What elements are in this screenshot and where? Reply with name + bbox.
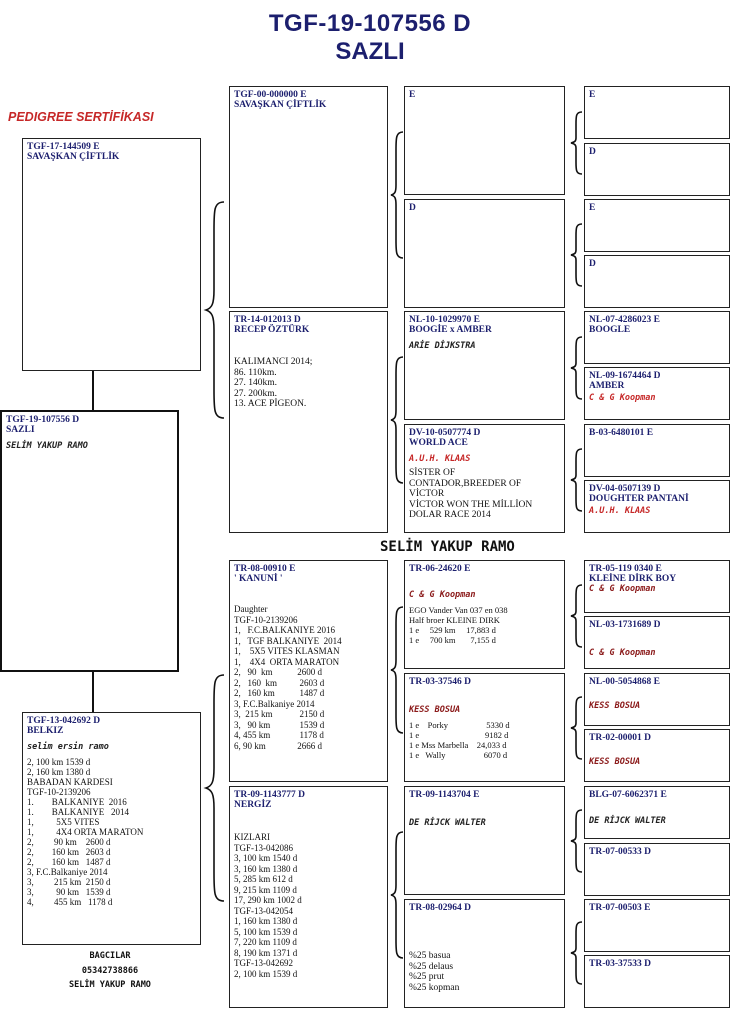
breeder-name: A.U.H. KLAAS	[589, 506, 651, 516]
dam-breeder: selim ersin ramo	[27, 742, 109, 752]
gen4-box-2	[584, 143, 730, 196]
ring-number: BLG-07-6062371 E	[589, 790, 667, 800]
pigeon-name: BOOGİE x AMBER	[409, 325, 492, 335]
gen4-box-3	[584, 199, 730, 252]
header-ring-number: TGF-19-107556 D	[268, 10, 472, 37]
gen4-box-11	[584, 673, 730, 726]
ring-number: TR-08-02964 D	[409, 903, 472, 913]
gen4-box-16	[584, 955, 730, 1008]
brace-g3-4	[388, 830, 408, 960]
dam-card	[22, 712, 201, 945]
ring-number: TR-02-00001 D	[589, 733, 652, 743]
gen3-box-8	[404, 899, 565, 1008]
gen4-box-15	[584, 899, 730, 952]
gen4-box-8	[584, 480, 730, 533]
brace-g4-4	[568, 447, 586, 513]
gen4-box-6	[584, 367, 730, 420]
pedigree-notes: 1 e Porky 5330 d 1 e 9182 d 1 e Mss Marbella 24,033 d 1 e Wally 6070 d	[409, 720, 510, 760]
pigeon-name: KLEİNE DİRK BOY	[589, 574, 677, 584]
subject-ring: TGF-19-107556 D	[6, 415, 80, 425]
footer-owner: SELİM YAKUP RAMO	[69, 980, 151, 990]
footer-place: BAGCILAR	[89, 951, 131, 961]
breeder-name: C & G Koopman	[589, 393, 656, 403]
ring-number: D	[589, 259, 596, 269]
pigeon-name: BOOGLE	[589, 325, 631, 335]
sire-ring: TGF-17-144509 E	[27, 142, 100, 152]
ring-number: TR-06-24620 E	[409, 564, 471, 574]
dam-name: BELKIZ	[27, 726, 64, 736]
ring-number: NL-07-4286023 E	[589, 315, 660, 325]
dam-ring: TGF-13-042692 D	[27, 716, 101, 726]
gen3-box-3	[404, 311, 565, 420]
brace-g3-1	[388, 130, 408, 260]
gen4-box-13	[584, 786, 730, 839]
breeder-name: DE RİJCK WALTER	[409, 818, 486, 828]
gen3-box-7	[404, 786, 565, 895]
ring-number: D	[409, 203, 416, 213]
gen4-box-1	[584, 86, 730, 139]
footer-phone: 05342738866	[81, 966, 139, 976]
ring-number: TR-09-1143704 E	[409, 790, 480, 800]
race-notes: KIZLARI TGF-13-042086 3, 100 km 1540 d 3, 160 km 1380 d 5, 285 km 612 d 9, 215 km 1109 d 17, 290 km 1002 d TGF-13-042054 1, 160 km 1380 d 5, 100 km 1539 d 7, 220 km 1109 d 8, 190 km 1371 d TGF-13-042692 2, 100 km 1539 d	[234, 832, 302, 979]
ring-number: TR-03-37546 D	[409, 677, 472, 687]
ring-number: NL-09-1674464 D	[589, 371, 661, 381]
ring-number: E	[589, 203, 596, 213]
breeder-name: DE RİJCK WALTER	[589, 816, 666, 826]
gen2-sire-sire	[229, 86, 388, 308]
breeder-name: A.U.H. KLAAS	[409, 454, 471, 464]
sire-owner: SAVAŞKAN ÇİFTLİK	[27, 152, 120, 162]
gen4-box-4	[584, 255, 730, 308]
breeder-name: C & G Koopman	[589, 648, 656, 658]
brace-g4-6	[568, 695, 586, 761]
ring-number: D	[589, 147, 596, 157]
pigeon-name: ' KANUNİ '	[234, 574, 283, 584]
ring-number: NL-10-1029970 E	[409, 315, 480, 325]
ring-number: B-03-6480101 E	[589, 428, 654, 438]
brace-sire	[200, 200, 230, 420]
owner-banner: SELİM YAKUP RAMO	[380, 539, 515, 555]
gen4-box-10	[584, 616, 730, 669]
pigeon-name: AMBER	[589, 381, 625, 391]
gen4-box-9	[584, 560, 730, 613]
ring-number: E	[589, 90, 596, 100]
gen4-box-12	[584, 729, 730, 782]
ring-number: E	[409, 90, 416, 100]
brace-g4-2	[568, 222, 586, 288]
brace-g4-8	[568, 920, 586, 986]
breeder-name: ARİE DİJKSTRA	[409, 341, 476, 351]
gen4-box-5	[584, 311, 730, 364]
brace-g4-1	[568, 110, 586, 176]
ring-number: TR-07-00503 E	[589, 903, 651, 913]
brace-g3-2	[388, 355, 408, 485]
owner-name: SAVAŞKAN ÇİFTLİK	[234, 100, 327, 110]
ring-number: TR-09-1143777 D	[234, 790, 305, 800]
owner-name: RECEP ÖZTÜRK	[234, 325, 310, 335]
gen2-dam-dam	[229, 786, 388, 1008]
brace-g4-7	[568, 808, 586, 874]
ring-number: TR-14-012013 D	[234, 315, 301, 325]
brace-g3-3	[388, 605, 408, 735]
pigeon-name: WORLD ACE	[409, 438, 468, 448]
ring-number: TR-05-119 0340 E	[589, 564, 662, 574]
ring-number: TR-08-00910 E	[234, 564, 296, 574]
ring-number: TR-07-00533 D	[589, 847, 652, 857]
gen2-dam-sire	[229, 560, 388, 782]
header-pigeon-name: SAZLI	[335, 38, 405, 65]
breeder-name: C & G Koopman	[409, 590, 476, 600]
gen2-sire-dam	[229, 311, 388, 533]
ring-number: DV-04-0507139 D	[589, 484, 661, 494]
gen3-box-4	[404, 424, 565, 533]
ring-number: DV-10-0507774 D	[409, 428, 481, 438]
pigeon-name: DOUGHTER PANTANİ	[589, 494, 689, 504]
pedigree-notes: EGO Vander Van 037 en 038 Half broer KLEINE DIRK 1 e 529 km 17,883 d 1 e 700 km 7,155 d	[409, 605, 508, 645]
ring-number: TGF-00-000000 E	[234, 90, 307, 100]
ring-number: TR-03-37533 D	[589, 959, 652, 969]
gen4-box-14	[584, 843, 730, 896]
ring-number: NL-00-5054868 E	[589, 677, 660, 687]
ring-number: NL-03-1731689 D	[589, 620, 661, 630]
pedigree-notes: %25 basua %25 delaus %25 prut %25 kopman	[409, 951, 460, 993]
brace-dam	[200, 673, 230, 903]
breeder-name: KESS BOSUA	[589, 701, 641, 711]
gen4-box-7	[584, 424, 730, 477]
breeder-name: KESS BOSUA	[589, 757, 641, 767]
subject-breeder: SELİM YAKUP RAMO	[6, 441, 88, 451]
pigeon-name: NERGİZ	[234, 800, 272, 810]
pedigree-notes: SİSTER OF CONTADOR,BREEDER OF VİCTOR VİCTOR WON THE MİLLİON DOLAR RACE 2014	[409, 468, 533, 520]
race-notes: Daughter TGF-10-2139206 1, F.C.BALKANIYE 2016 1, TGF BALKANIYE 2014 1, 5X5 VITES KLASMAN 1, 4X4 ORTA MARATON 2, 90 km 2600 d 2, 160 km 2603 d 2, 160 km 1487 d 3, F.C.Balkaniye 2014 3, 215 km 2150 d 3, 90 km 1539 d 4, 455 km 1178 d 6, 90 km 2666 d	[234, 604, 342, 751]
gen3-box-1	[404, 86, 565, 195]
dam-notes: 2, 100 km 1539 d 2, 160 km 1380 d BABADAN KARDESI TGF-10-2139206 1. BALKANIYE 2016 1. BALKANIYE 2014 1, 5X5 VITES 1, 4X4 ORTA MARATON 2, 90 km 2600 d 2, 160 km 2603 d 2, 160 km 1487 d 3, F.C.Balkaniye 2014 3, 215 km 2150 d 3, 90 km 1539 d 4, 455 km 1178 d	[27, 757, 144, 907]
brace-g4-3	[568, 335, 586, 401]
gen3-box-2	[404, 199, 565, 308]
subject-name: SAZLI	[6, 425, 35, 435]
breeder-name: KESS BOSUA	[409, 705, 461, 715]
sire-card	[22, 138, 201, 371]
gen3-box-6	[404, 673, 565, 782]
breeder-name: C & G Koopman	[589, 584, 656, 594]
certificate-title: PEDIGREE SERTİFİKASI	[8, 110, 154, 124]
gen3-box-5	[404, 560, 565, 669]
subject-card	[0, 410, 179, 672]
race-notes: KALIMANCI 2014; 86. 110km. 27. 140km. 27. 200km. 13. ACE PİGEON.	[234, 357, 313, 409]
brace-g4-5	[568, 583, 586, 649]
